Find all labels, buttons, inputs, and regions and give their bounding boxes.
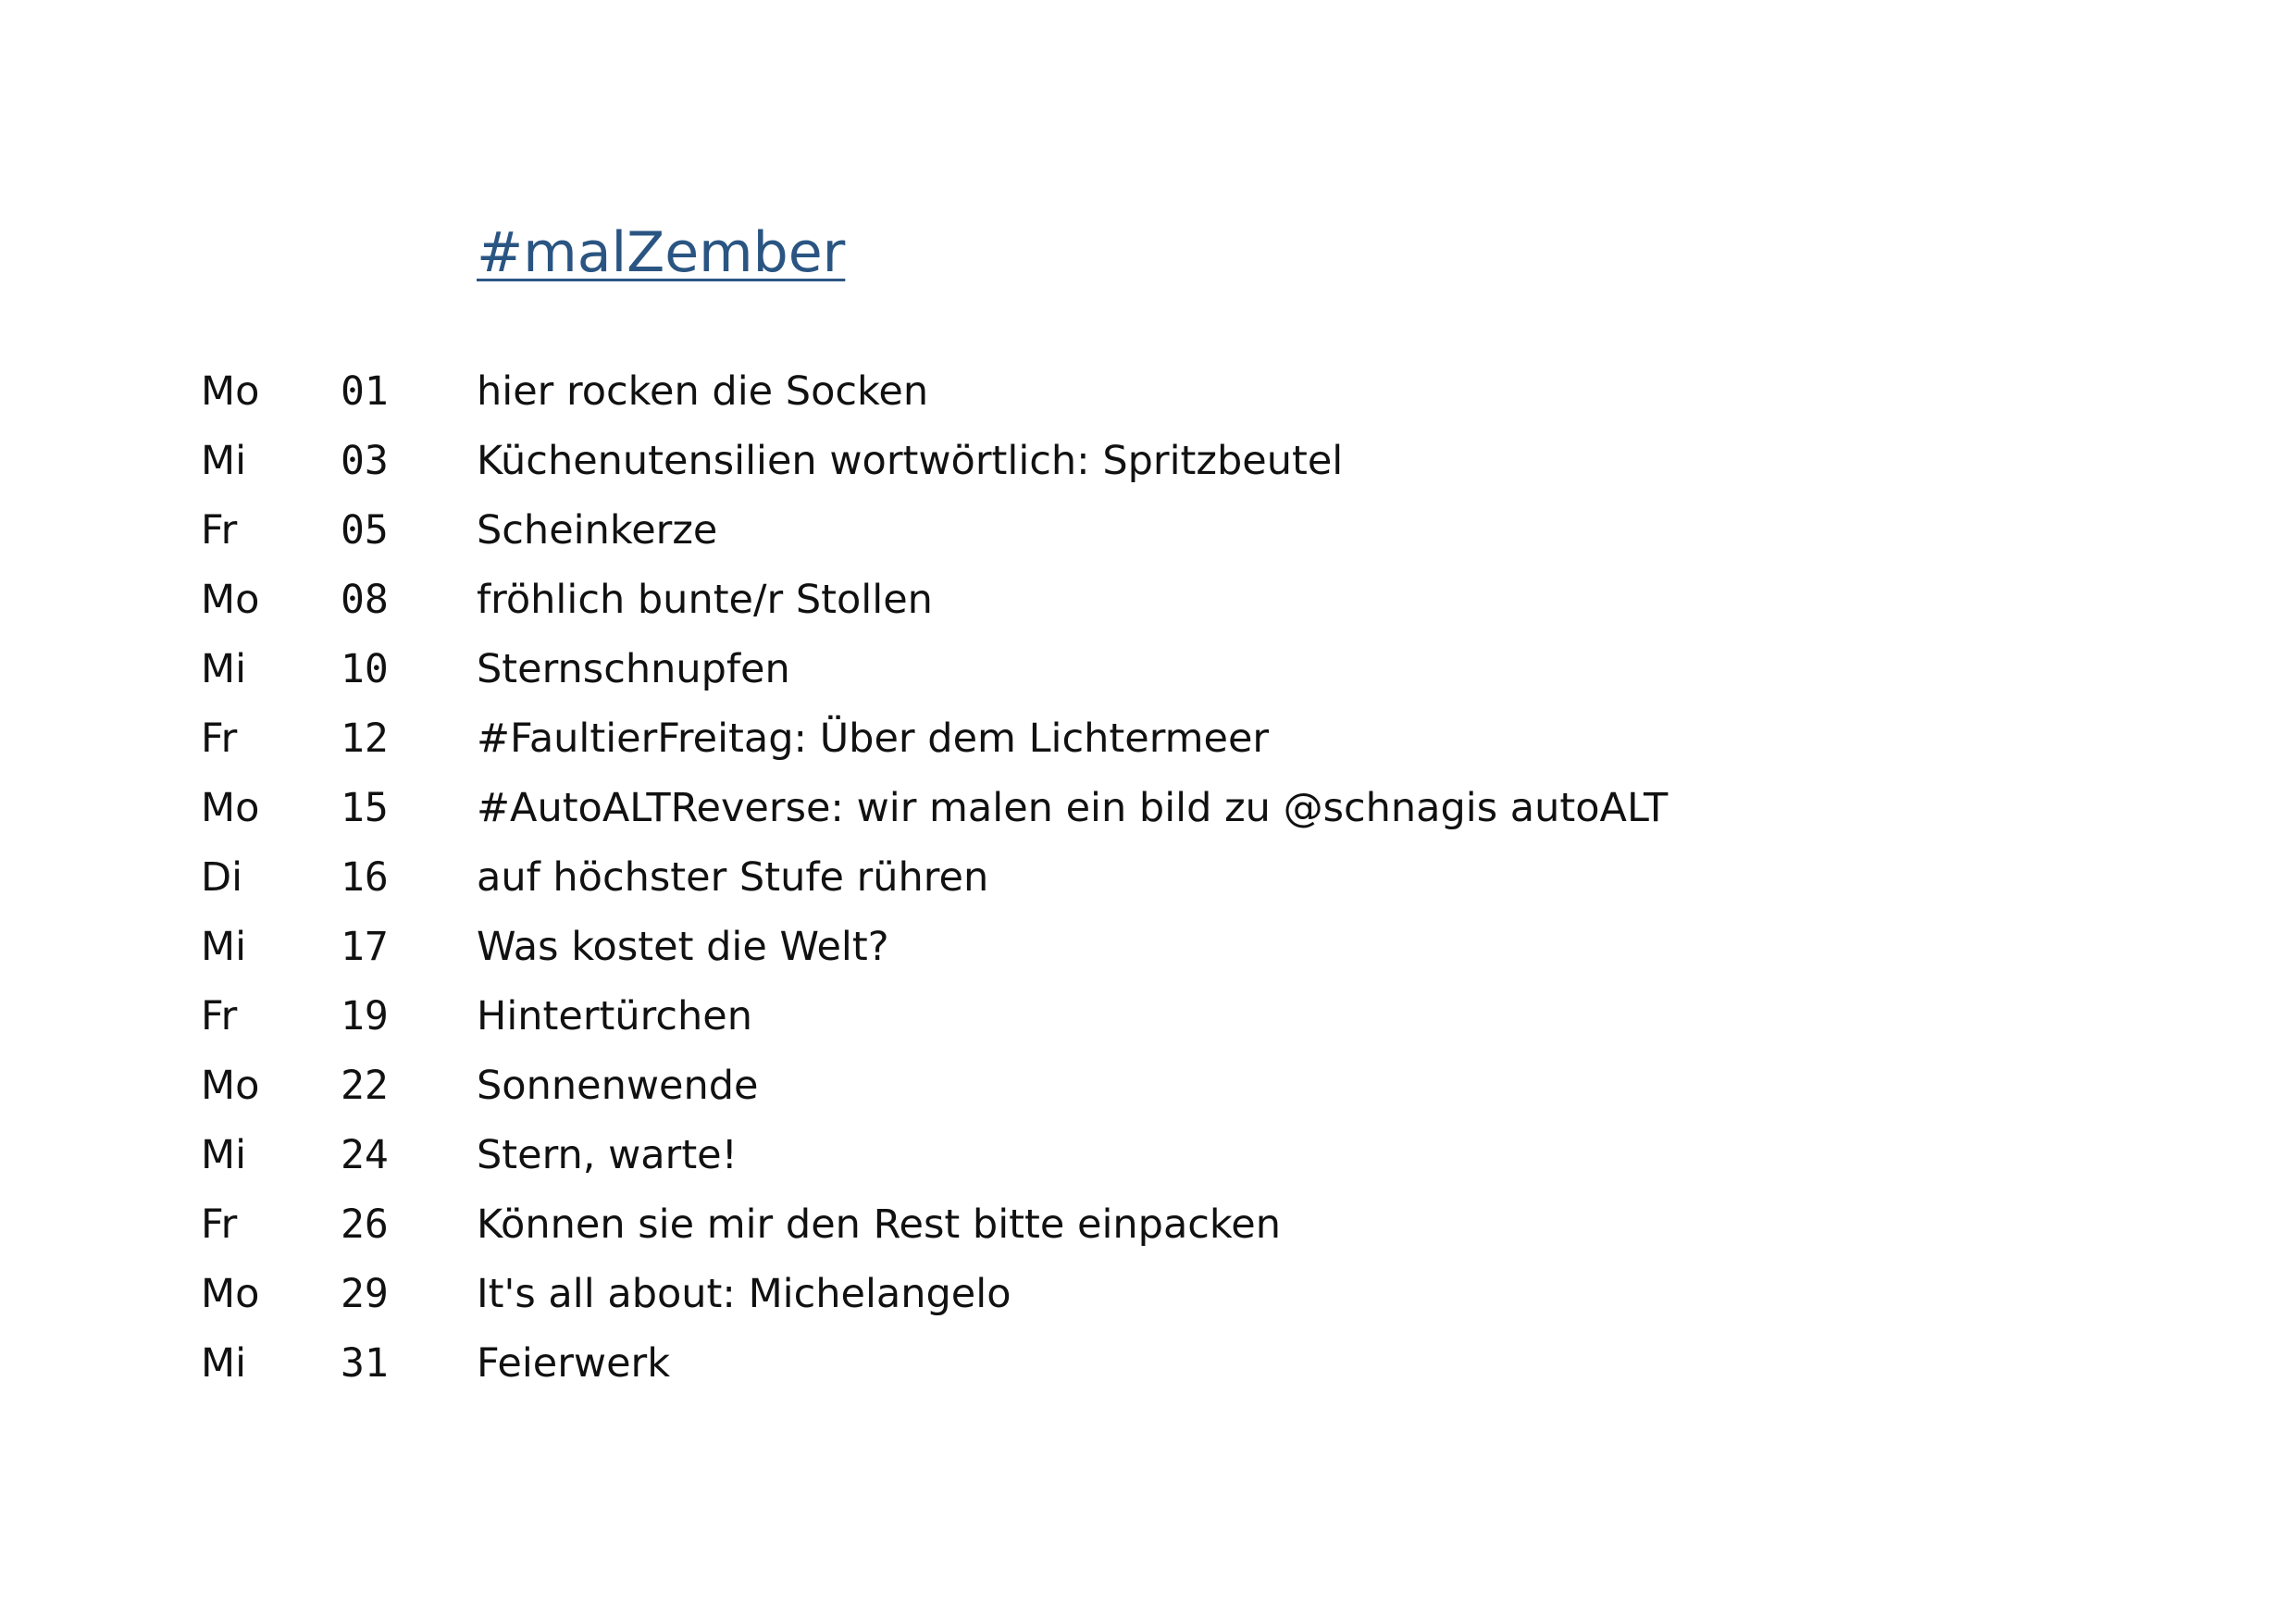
weekday-label: Fr <box>201 507 238 554</box>
date-number: 10 <box>341 646 389 692</box>
list-item <box>0 566 2296 635</box>
list-item <box>0 843 2296 913</box>
list-item <box>0 1260 2296 1329</box>
topic-text: It's all about: Michelangelo <box>477 1271 1011 1317</box>
topic-text: Küchenutensilien wortwörtlich: Spritzbeutel <box>477 438 1344 484</box>
weekday-label: Fr <box>201 716 238 762</box>
topic-text: Feierwerk <box>477 1340 671 1387</box>
weekday-label: Mi <box>201 438 247 484</box>
weekday-label: Mi <box>201 1340 247 1387</box>
list-item <box>0 427 2296 496</box>
topic-text: hier rocken die Socken <box>477 368 929 415</box>
date-number: 17 <box>341 924 389 970</box>
date-number: 29 <box>341 1271 389 1317</box>
weekday-label: Mi <box>201 924 247 970</box>
topic-text: #FaultierFreitag: Über dem Lichtermeer <box>477 716 1270 762</box>
date-number: 12 <box>341 716 389 762</box>
page-title-link[interactable]: #malZember <box>477 220 846 285</box>
topic-text: fröhlich bunte/r Stollen <box>477 577 933 623</box>
weekday-label: Di <box>201 854 243 901</box>
topic-text: Scheinkerze <box>477 507 718 554</box>
weekday-label: Mo <box>201 368 260 415</box>
weekday-label: Mi <box>201 646 247 692</box>
list-item <box>0 357 2296 427</box>
list-item <box>0 1052 2296 1121</box>
topic-text: Hintertürchen <box>477 993 752 1039</box>
list-item <box>0 704 2296 774</box>
list-item <box>0 496 2296 566</box>
date-number: 22 <box>341 1063 389 1109</box>
date-number: 08 <box>341 577 389 623</box>
date-number: 31 <box>341 1340 389 1387</box>
list-item <box>0 913 2296 982</box>
list-item <box>0 1329 2296 1399</box>
weekday-label: Mi <box>201 1132 247 1178</box>
topic-text: Was kostet die Welt? <box>477 924 889 970</box>
date-number: 01 <box>341 368 389 415</box>
date-number: 03 <box>341 438 389 484</box>
topic-text: Sonnenwende <box>477 1063 759 1109</box>
topic-text: Sternschnupfen <box>477 646 790 692</box>
date-number: 05 <box>341 507 389 554</box>
date-number: 19 <box>341 993 389 1039</box>
schedule-list <box>0 357 2296 1399</box>
topic-text: #AutoALTReverse: wir malen ein bild zu @schnagis autoALT <box>477 785 1669 831</box>
topic-text: Können sie mir den Rest bitte einpacken <box>477 1201 1282 1248</box>
date-number: 26 <box>341 1201 389 1248</box>
weekday-label: Mo <box>201 1063 260 1109</box>
weekday-label: Mo <box>201 1271 260 1317</box>
list-item <box>0 982 2296 1052</box>
list-item <box>0 1190 2296 1260</box>
topic-text: auf höchster Stufe rühren <box>477 854 989 901</box>
weekday-label: Mo <box>201 577 260 623</box>
weekday-label: Fr <box>201 1201 238 1248</box>
topic-text: Stern, warte! <box>477 1132 738 1178</box>
date-number: 24 <box>341 1132 389 1178</box>
date-number: 16 <box>341 854 389 901</box>
weekday-label: Fr <box>201 993 238 1039</box>
date-number: 15 <box>341 785 389 831</box>
weekday-label: Mo <box>201 785 260 831</box>
list-item <box>0 635 2296 704</box>
list-item <box>0 774 2296 843</box>
list-item <box>0 1121 2296 1190</box>
